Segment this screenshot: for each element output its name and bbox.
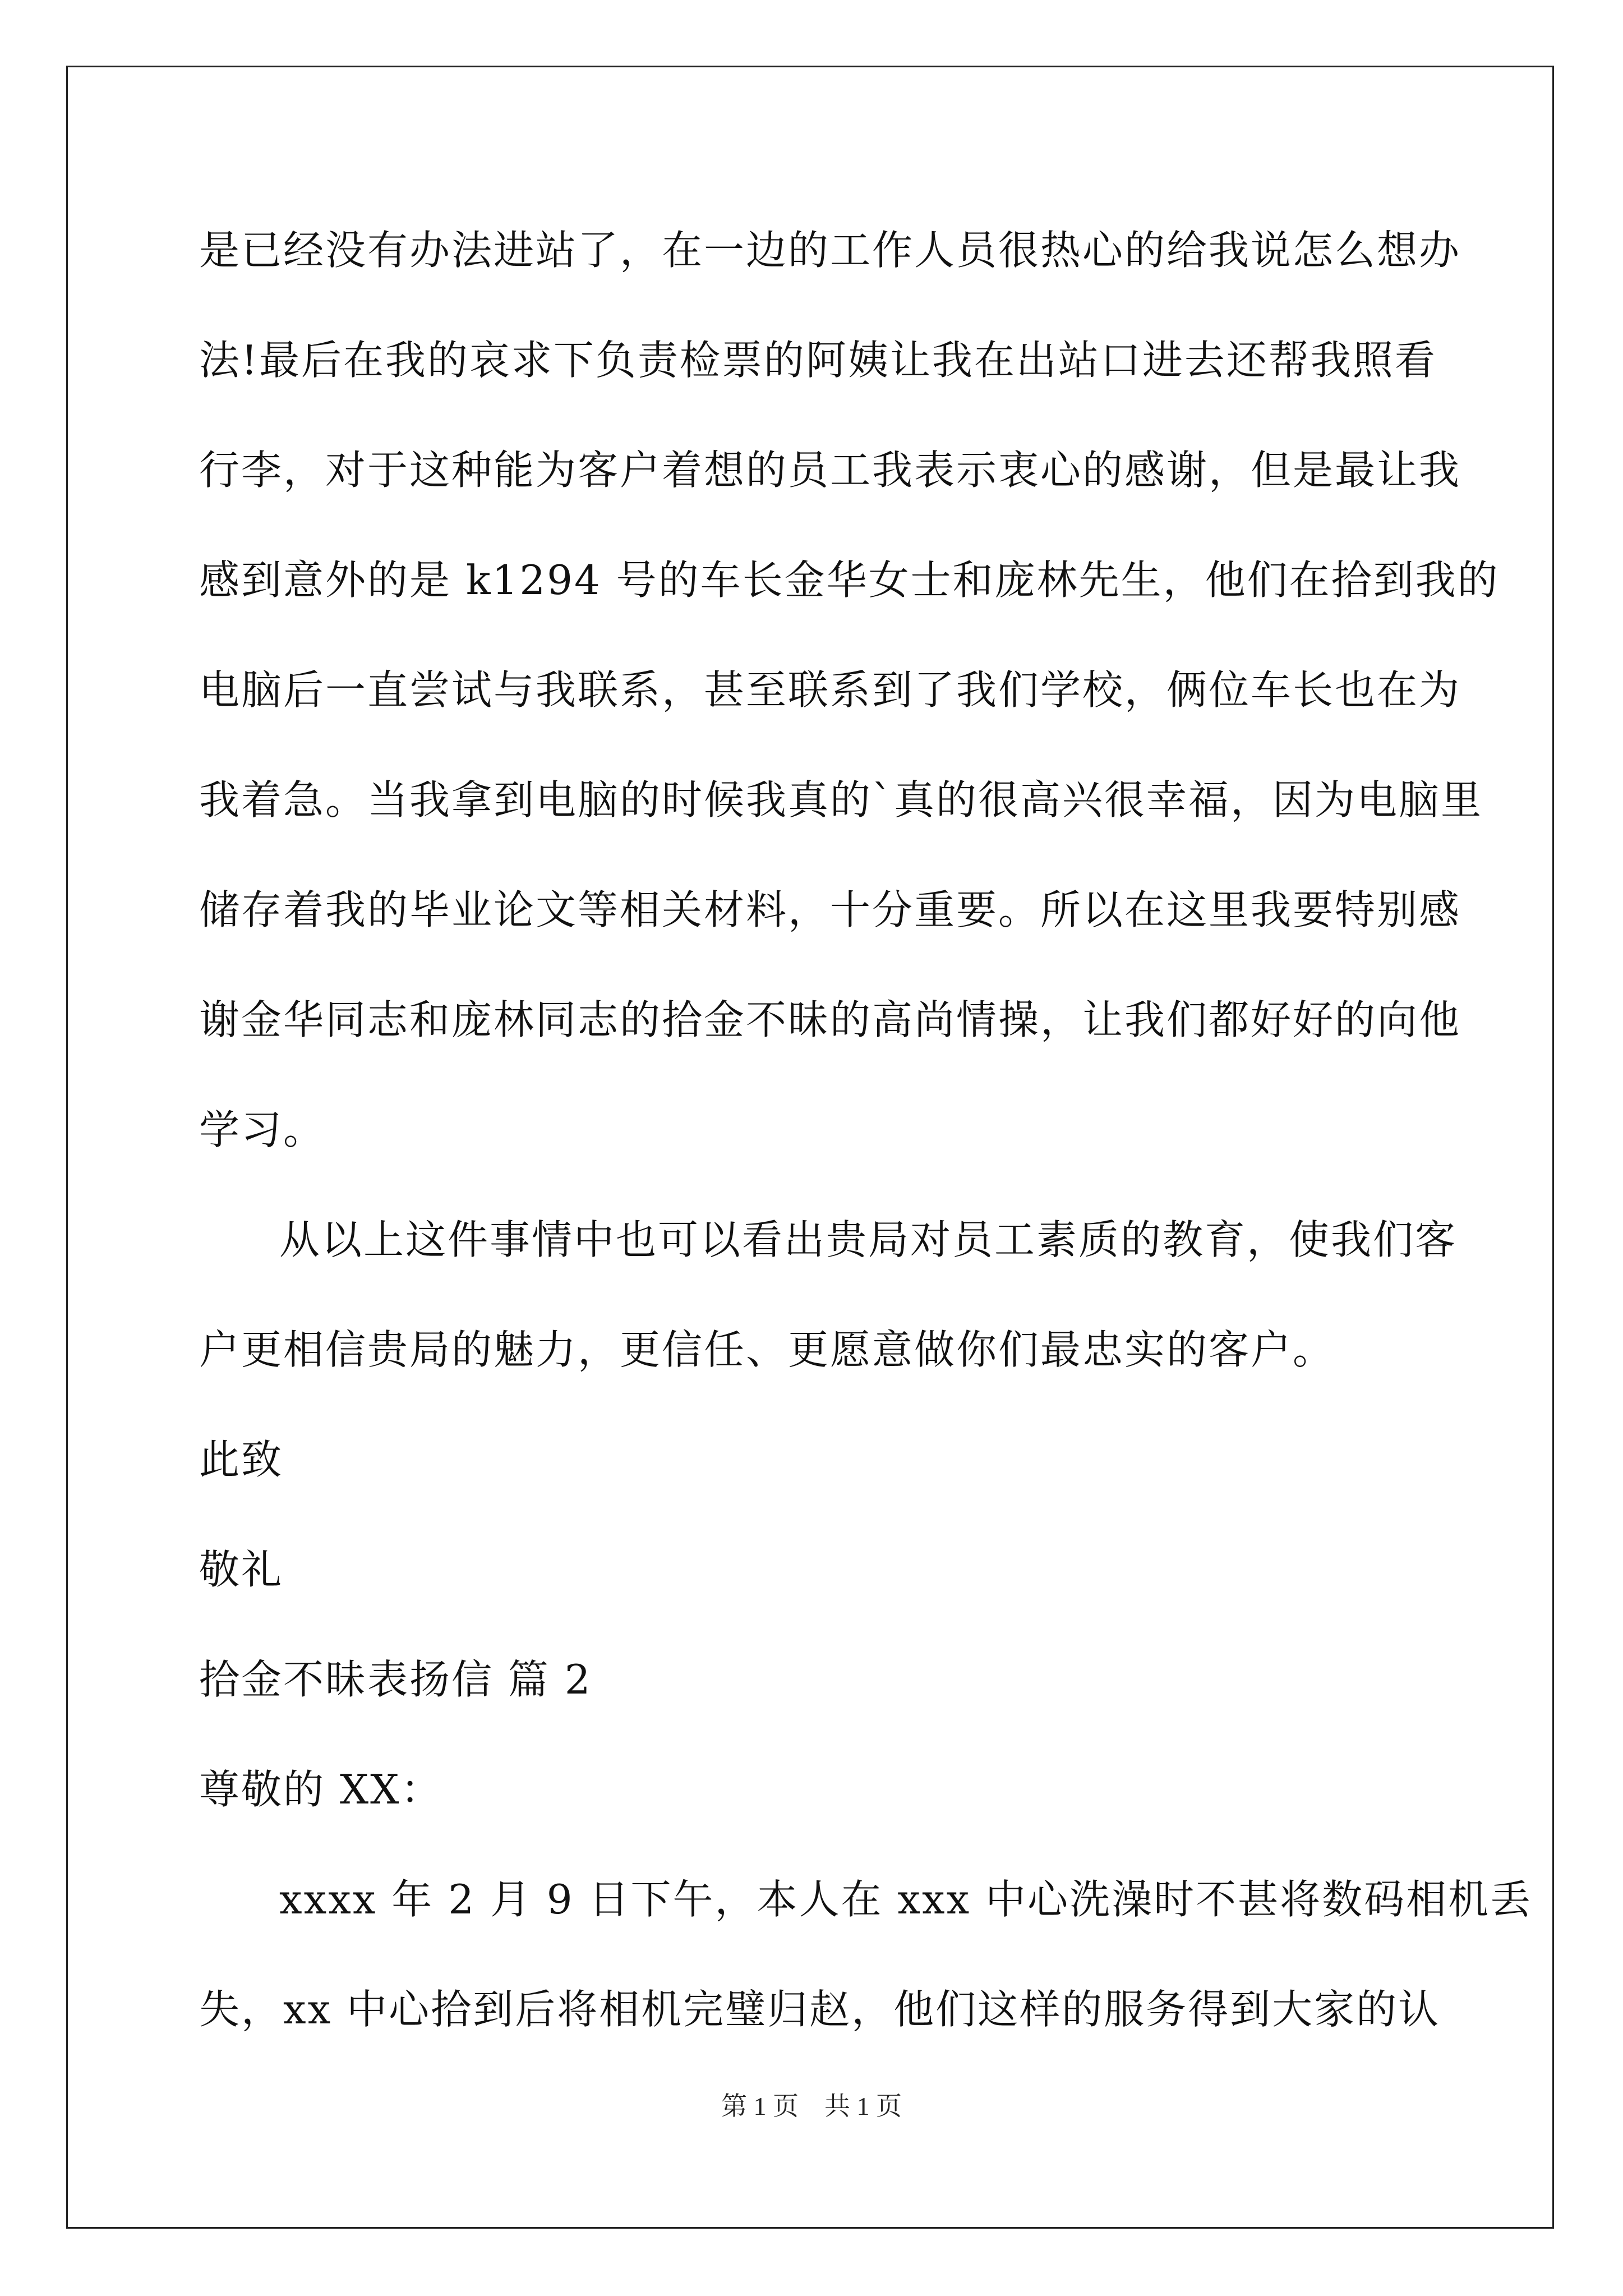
body-line: 是已经没有办法进站了，在一边的工作人员很热心的给我说怎么想办 [199, 227, 1461, 274]
body-line: 感到意外的是 k1294 号的车长金华女士和庞林先生，他们在拾到我的 [199, 556, 1500, 604]
body-line: 法!最后在我的哀求下负责检票的阿姨让我在出站口进去还帮我照看 [199, 337, 1437, 384]
body-line: 我着急。当我拿到电脑的时候我真的`真的很高兴很幸福，因为电脑里 [199, 776, 1483, 823]
body-line: 谢金华同志和庞林同志的拾金不昧的高尚情操，让我们都好好的向他 [199, 996, 1461, 1043]
body-line: 电脑后一直尝试与我联系，甚至联系到了我们学校，俩位车长也在为 [199, 666, 1461, 714]
body-line: xxxx 年 2 月 9 日下午，本人在 xxx 中心洗澡时不甚将数码相机丢 [279, 1876, 1533, 1923]
body-line: 户更相信贵局的魅力，更信任、更愿意做你们最忠实的客户。 [199, 1326, 1335, 1373]
body-line: 储存着我的毕业论文等相关材料，十分重要。所以在这里我要特别感 [199, 886, 1461, 933]
body-line: 行李，对于这种能为客户着想的员工我表示衷心的感谢，但是最让我 [199, 447, 1461, 494]
greeting-line: 尊敬的 XX： [199, 1766, 443, 1813]
page-number-footer: 第 1 页 共 1 页 [721, 2092, 902, 2120]
body-line: 从以上这件事情中也可以看出贵局对员工素质的教育，使我们客 [279, 1216, 1458, 1263]
closing-line: 此致 [199, 1436, 284, 1483]
body-line: 学习。 [199, 1106, 326, 1153]
closing-salutation: 敬礼 [199, 1546, 284, 1593]
body-line: 失，xx 中心拾到后将相机完璧归赵，他们这样的服务得到大家的认 [199, 1986, 1441, 2033]
section-heading: 拾金不昧表扬信 篇 2 [199, 1656, 592, 1703]
